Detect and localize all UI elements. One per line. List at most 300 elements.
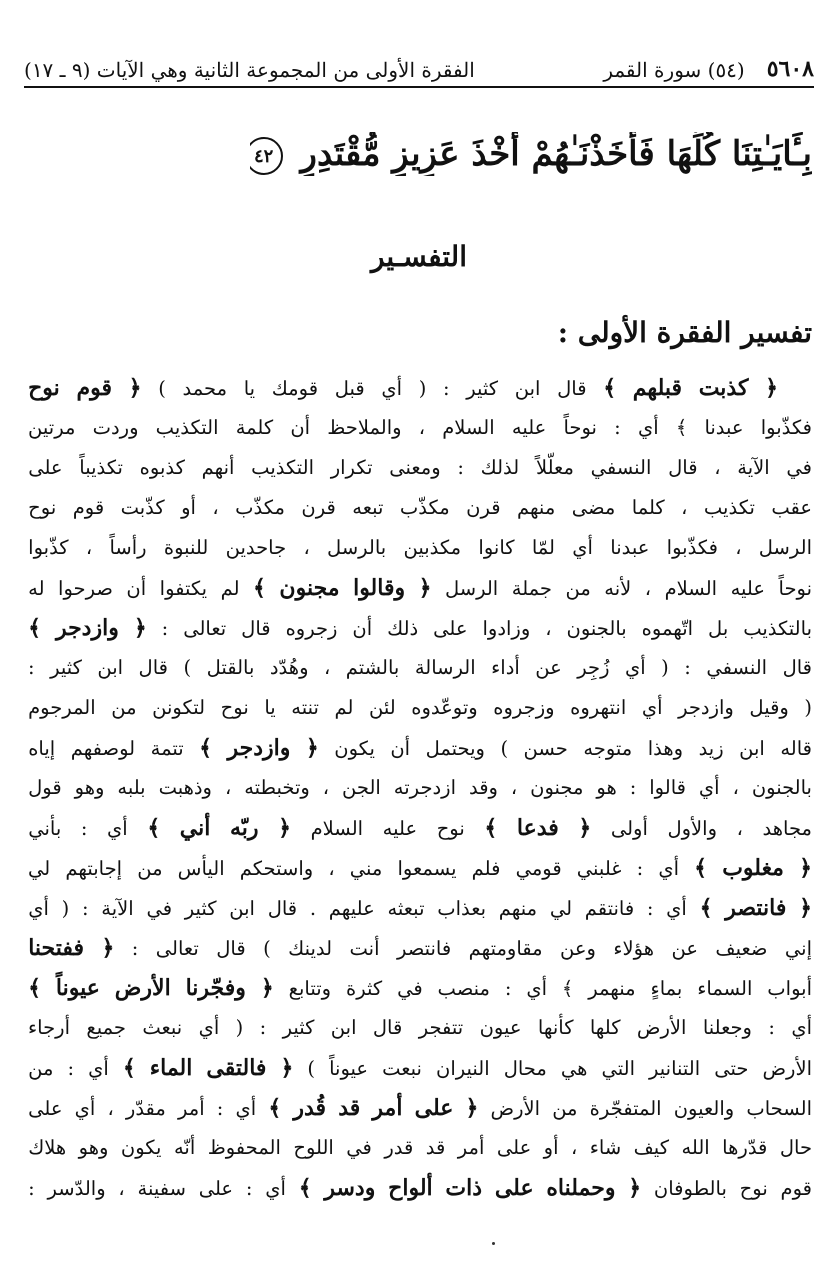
word: النسفي	[590, 456, 652, 479]
word: وزادوا	[482, 617, 531, 640]
word: متوجه	[583, 737, 633, 760]
word: عليه	[511, 416, 547, 439]
word: منهم	[498, 897, 538, 920]
word: محمد	[182, 377, 228, 400]
word: ،	[736, 817, 743, 840]
word: أو	[181, 496, 196, 519]
word: منصب	[437, 977, 490, 1000]
word: معلّلاً	[535, 456, 574, 479]
word: ،	[328, 857, 335, 880]
word: قوم	[780, 1177, 812, 1200]
text-line	[28, 728, 812, 768]
word: ﴿	[799, 855, 812, 881]
word: )	[307, 1057, 316, 1080]
word: مكذّب	[399, 496, 450, 519]
word: حتى	[714, 1057, 749, 1080]
word: ﴿	[765, 375, 778, 401]
section-title: التفسـير	[370, 240, 467, 273]
word: عيوناً	[329, 1057, 369, 1080]
word: هي	[560, 1057, 588, 1080]
running-header	[24, 48, 814, 88]
word: ففتحنا	[28, 935, 85, 961]
word: وهُدّد	[269, 656, 309, 679]
word: حسن	[523, 737, 568, 760]
word: تبعه	[352, 496, 384, 519]
word: مرتين	[28, 416, 76, 439]
word: كذبت	[698, 375, 749, 401]
word: فلم	[471, 857, 501, 880]
word: بل	[708, 617, 729, 640]
word: هؤلاء	[613, 937, 655, 960]
word: نوح	[220, 696, 249, 719]
word: أمر	[372, 1095, 403, 1121]
word: قدّرها	[722, 1136, 768, 1159]
word: أو	[543, 1136, 559, 1159]
word: هلاك	[28, 1136, 67, 1159]
word: الآية	[737, 456, 770, 479]
word: نوحاً	[563, 416, 597, 439]
word: ﴾	[484, 815, 498, 841]
word: أي	[381, 377, 403, 400]
word: أولى	[610, 817, 648, 840]
word: ،	[735, 536, 742, 559]
text-line	[28, 448, 812, 488]
word: أي	[791, 1016, 812, 1039]
word: أي	[28, 897, 49, 920]
word: وازدجر	[227, 735, 291, 761]
word: يكون	[120, 1136, 162, 1159]
word: :	[646, 897, 654, 920]
word: قد	[338, 1095, 361, 1121]
word: الأرض	[636, 1016, 687, 1039]
word: وردت	[92, 416, 139, 439]
word: وازدجر	[55, 615, 119, 641]
word: الأرض	[490, 1097, 541, 1120]
word: أي	[235, 1097, 257, 1120]
word: بالجنون	[751, 776, 812, 799]
word: بالرسل	[327, 536, 387, 559]
word: فانتصر	[396, 937, 452, 960]
word: أي	[74, 1097, 96, 1120]
word: اتّهموه	[641, 617, 694, 640]
word: تتمة	[150, 737, 184, 760]
word: كيف	[633, 1136, 669, 1159]
word: كذّبت	[120, 496, 165, 519]
word: غلبني	[576, 857, 622, 880]
passage-title: الفقرة الأولى من المجموعة الثانية وهي الآيات (٩ ـ ١٧)	[24, 58, 475, 82]
word: ،	[418, 416, 426, 439]
word: قدر	[384, 1136, 414, 1159]
word: يا	[243, 377, 256, 400]
word: والملاحظ	[327, 416, 402, 439]
word: الجن	[342, 776, 381, 799]
word: إني	[784, 937, 812, 960]
word: وتخبطته	[244, 776, 310, 799]
word: :	[131, 937, 139, 960]
word: واستحكم	[239, 857, 314, 880]
word: قالوا	[649, 776, 686, 799]
verse-text: بِـَٔايَـٰتِنَا كُلِّهَا فَأَخَذْنَـٰهُمْ أَخْذَ عَزِيزٍ مُّقْتَدِرٍ	[300, 134, 812, 174]
word: ﴾	[268, 1095, 282, 1121]
word: أنّه	[173, 1136, 196, 1159]
word: قُدر	[293, 1095, 327, 1121]
word: والعيون	[673, 1097, 735, 1120]
word: أن	[390, 737, 411, 760]
word: تبعثه	[387, 897, 425, 920]
word: جملة	[511, 577, 552, 600]
word: وجعلنا	[702, 1016, 752, 1039]
word: الرسل	[758, 536, 812, 559]
word: قرن	[466, 496, 501, 519]
word: نوح	[28, 375, 60, 401]
word: ﴿	[628, 1175, 642, 1201]
word: ربّه	[229, 815, 259, 841]
word: وزجروه	[493, 696, 555, 719]
word: المحفوظ	[207, 1136, 281, 1159]
word: ﴾	[298, 1175, 312, 1201]
word: أنهم	[201, 456, 235, 479]
text-line	[28, 368, 812, 408]
text-line	[28, 688, 812, 728]
word: بأني	[28, 817, 62, 840]
text-line	[28, 1088, 812, 1128]
word: أن	[126, 577, 147, 600]
word: مني	[349, 857, 383, 880]
word: عن	[671, 937, 698, 960]
word: ،	[545, 617, 552, 640]
word: نبعت	[382, 1057, 422, 1080]
word: ،	[732, 776, 739, 799]
word: أي	[658, 857, 680, 880]
text-line	[28, 888, 812, 928]
word: :	[768, 1016, 775, 1039]
word: ومعنى	[389, 456, 441, 479]
word: لي	[28, 857, 51, 880]
word: عقب	[771, 496, 812, 519]
word: فانتصر	[725, 895, 787, 921]
word: من	[111, 696, 137, 719]
word: أي	[88, 1057, 109, 1080]
word: تكذيب	[703, 496, 755, 519]
word: أي	[666, 897, 687, 920]
word: :	[443, 377, 450, 400]
word: كأنها	[537, 1016, 574, 1039]
word: على	[198, 1177, 234, 1200]
word: مجنون	[279, 575, 340, 601]
word: ،	[212, 496, 219, 519]
word: تكرار	[330, 456, 373, 479]
word: زجروه	[285, 617, 338, 640]
word: قد	[425, 1136, 446, 1159]
word: السلام	[310, 817, 364, 840]
word: قال	[138, 656, 168, 679]
commentary-body	[28, 368, 812, 1208]
word: نوح	[739, 1177, 768, 1200]
word: السماء	[697, 977, 753, 1000]
word: ،	[681, 496, 688, 519]
word: أن	[352, 617, 373, 640]
word: مجاهد	[762, 817, 812, 840]
word: عن	[535, 656, 562, 679]
text-line	[28, 768, 812, 808]
text-line	[28, 1128, 812, 1168]
word: :	[684, 656, 691, 679]
word: من	[565, 577, 591, 600]
word: وتتابع	[288, 977, 332, 1000]
word: وفجّرنا	[185, 975, 246, 1001]
word: قال	[267, 897, 298, 920]
word: ،	[85, 536, 93, 559]
word: لئن	[369, 696, 396, 719]
text-line	[28, 608, 812, 648]
word: :	[504, 977, 512, 1000]
word: ازدجرته	[393, 776, 457, 799]
word: )	[158, 377, 166, 400]
word: عيوناً	[55, 975, 100, 1001]
word: )	[183, 656, 192, 679]
word: ﴿	[305, 735, 319, 761]
word: :	[457, 456, 464, 479]
word: فانتقم	[584, 897, 635, 920]
text-line	[28, 568, 812, 608]
word: ﴿	[278, 815, 291, 841]
word: هو	[596, 776, 617, 799]
word: المتفجّرة	[589, 1097, 662, 1120]
word: مقدّر	[125, 1097, 166, 1120]
word: فكذّبوا	[760, 416, 812, 439]
word: قرن	[301, 496, 336, 519]
word: لم	[334, 696, 354, 719]
word: عليه	[730, 577, 765, 600]
word: في	[146, 897, 173, 920]
word: التكذيب	[251, 456, 314, 479]
word: وهو	[74, 776, 105, 799]
word: ﴾	[28, 975, 42, 1001]
word: الرسالة	[414, 656, 476, 679]
word: بعذاب	[437, 897, 487, 920]
word: ﴾	[561, 977, 574, 1000]
word: أي	[198, 1016, 220, 1039]
word: ضعيف	[715, 937, 768, 960]
footer-dot	[492, 1242, 495, 1245]
word: من	[28, 1057, 54, 1080]
word: بالطوفان	[653, 1177, 727, 1200]
text-line	[28, 808, 812, 848]
word: كثير	[50, 656, 82, 679]
word: ﴿	[465, 1095, 479, 1121]
text-line	[28, 648, 812, 688]
word: ،	[323, 656, 331, 679]
word: ،	[570, 1136, 578, 1159]
text-line	[28, 528, 812, 568]
word: وازدجر	[678, 696, 734, 719]
word: (	[804, 696, 812, 719]
word: على	[28, 1097, 63, 1120]
word: ذات	[445, 1175, 483, 1201]
word: أنت	[349, 937, 380, 960]
word: رأساً	[109, 536, 147, 559]
word: قومك	[271, 377, 319, 400]
word: مقاومتهم	[468, 937, 543, 960]
word: الله	[681, 1136, 710, 1159]
word: ،	[322, 776, 330, 799]
word: وحملناه	[546, 1175, 616, 1201]
word: كذبوه	[139, 456, 185, 479]
word: ودسر	[324, 1175, 376, 1201]
word: أي	[624, 656, 646, 679]
word: شاء	[589, 1136, 622, 1159]
word: نوح	[28, 496, 57, 519]
page-number: ٥٦٠٨	[766, 56, 814, 82]
word: من	[137, 857, 163, 880]
word: بالتكذيب	[743, 617, 812, 640]
word: لدينك	[288, 937, 333, 960]
text-line	[28, 1008, 812, 1048]
word: :	[28, 1177, 35, 1200]
word: قبل	[334, 377, 365, 400]
word: :	[636, 857, 644, 880]
word: يسمعوا	[397, 857, 457, 880]
word: لمّا	[531, 536, 555, 559]
word: (	[661, 656, 669, 679]
word: انتهروه	[570, 696, 627, 719]
text-line	[28, 928, 812, 968]
word: أني	[179, 815, 211, 841]
word: إجابتهم	[65, 857, 123, 880]
word: :	[629, 776, 637, 799]
word: مكذّب	[235, 496, 285, 519]
word: ﴾	[675, 416, 688, 439]
word: وهذا	[647, 737, 684, 760]
word: أي	[641, 696, 663, 719]
word: أي	[637, 416, 659, 439]
word: بلبه	[117, 776, 146, 799]
word: قال	[241, 617, 271, 640]
word: عيون	[479, 1016, 522, 1039]
word: المرجوم	[28, 696, 96, 719]
word: في	[346, 1136, 372, 1159]
word: ذلك	[387, 617, 419, 640]
word: أي	[698, 776, 720, 799]
word: سفينة	[137, 1177, 186, 1200]
word: أن	[290, 416, 311, 439]
word: النسفي	[706, 656, 768, 679]
word: ،	[644, 577, 652, 600]
word: كثير	[282, 1016, 315, 1039]
word: :	[245, 1177, 253, 1200]
word: كلما	[631, 496, 665, 519]
word: ﴾	[699, 895, 713, 921]
text-line	[28, 408, 812, 448]
verse-number-marker: ٤٢	[250, 137, 283, 175]
word: :	[80, 817, 88, 840]
word: مكذبين	[403, 536, 462, 559]
word: :	[216, 1097, 224, 1120]
word: أمر	[178, 1097, 205, 1120]
word: السلام	[442, 416, 495, 439]
word: كلها	[589, 1016, 621, 1039]
word: ﴾	[253, 575, 266, 601]
word: وهو	[78, 1136, 109, 1159]
text-line	[28, 968, 812, 1008]
word: وذهبت	[158, 776, 212, 799]
word: ﴾	[603, 375, 617, 401]
word: ابن	[229, 897, 255, 920]
word: اللوح	[293, 1136, 334, 1159]
word: والدّسر	[47, 1177, 106, 1200]
word: وقيل	[749, 696, 789, 719]
word: كلمة	[235, 416, 274, 439]
word: قال	[782, 656, 812, 679]
word: أي	[572, 536, 593, 559]
word: أبواب	[767, 977, 812, 1000]
word: يكون	[334, 737, 375, 760]
word: جاحدين	[225, 536, 287, 559]
word: بالجنون	[566, 617, 627, 640]
word: التكذيب	[155, 416, 219, 439]
word: ويحتمل	[425, 737, 485, 760]
word: أمر	[457, 1136, 485, 1159]
word: يا	[264, 696, 276, 719]
word: لأنه	[604, 577, 632, 600]
word: أي	[107, 817, 128, 840]
word: تكذيباً	[79, 456, 123, 479]
word: بالقتل	[206, 656, 255, 679]
word: وقالوا	[353, 575, 406, 601]
text-line	[28, 848, 812, 888]
word: ﴿	[133, 615, 147, 641]
word: التنانير	[649, 1057, 701, 1080]
word: مضى	[571, 496, 616, 519]
word: وقد	[468, 776, 498, 799]
word: له	[28, 577, 45, 600]
word: تعالى	[183, 617, 227, 640]
word: :	[614, 416, 621, 439]
word: مغلوب	[722, 855, 784, 881]
word: :	[259, 1016, 267, 1039]
word: ﴿	[418, 575, 432, 601]
word: زُجِر	[577, 656, 610, 679]
word: في	[397, 977, 423, 1000]
word: قال	[557, 377, 587, 400]
word: ،	[107, 1097, 114, 1120]
word: منهمر	[588, 977, 636, 1000]
quran-verse	[250, 132, 812, 176]
word: السلام	[664, 577, 718, 600]
word: التي	[601, 1057, 635, 1080]
word: على	[414, 1095, 454, 1121]
word: ،	[303, 536, 310, 559]
word: فكذّبوا	[666, 536, 718, 559]
surah-name: (٥٤) سورة القمر	[603, 58, 745, 82]
word: عبدنا	[610, 536, 650, 559]
word: على	[496, 1136, 532, 1159]
word: ﴿	[578, 815, 592, 841]
word: أرجاء	[28, 1016, 71, 1039]
word: قال	[216, 937, 246, 960]
word: ﴿	[280, 1055, 294, 1081]
word: قال	[668, 456, 698, 479]
word: قوم	[76, 375, 112, 401]
text-line	[28, 1048, 812, 1088]
word: فدعا	[516, 815, 559, 841]
word: بالشتم	[345, 656, 400, 679]
word: ﴾	[694, 855, 708, 881]
word: ابن	[97, 656, 124, 679]
word: :	[28, 656, 35, 679]
word: كثرة	[346, 977, 383, 1000]
word: ابن	[739, 737, 765, 760]
